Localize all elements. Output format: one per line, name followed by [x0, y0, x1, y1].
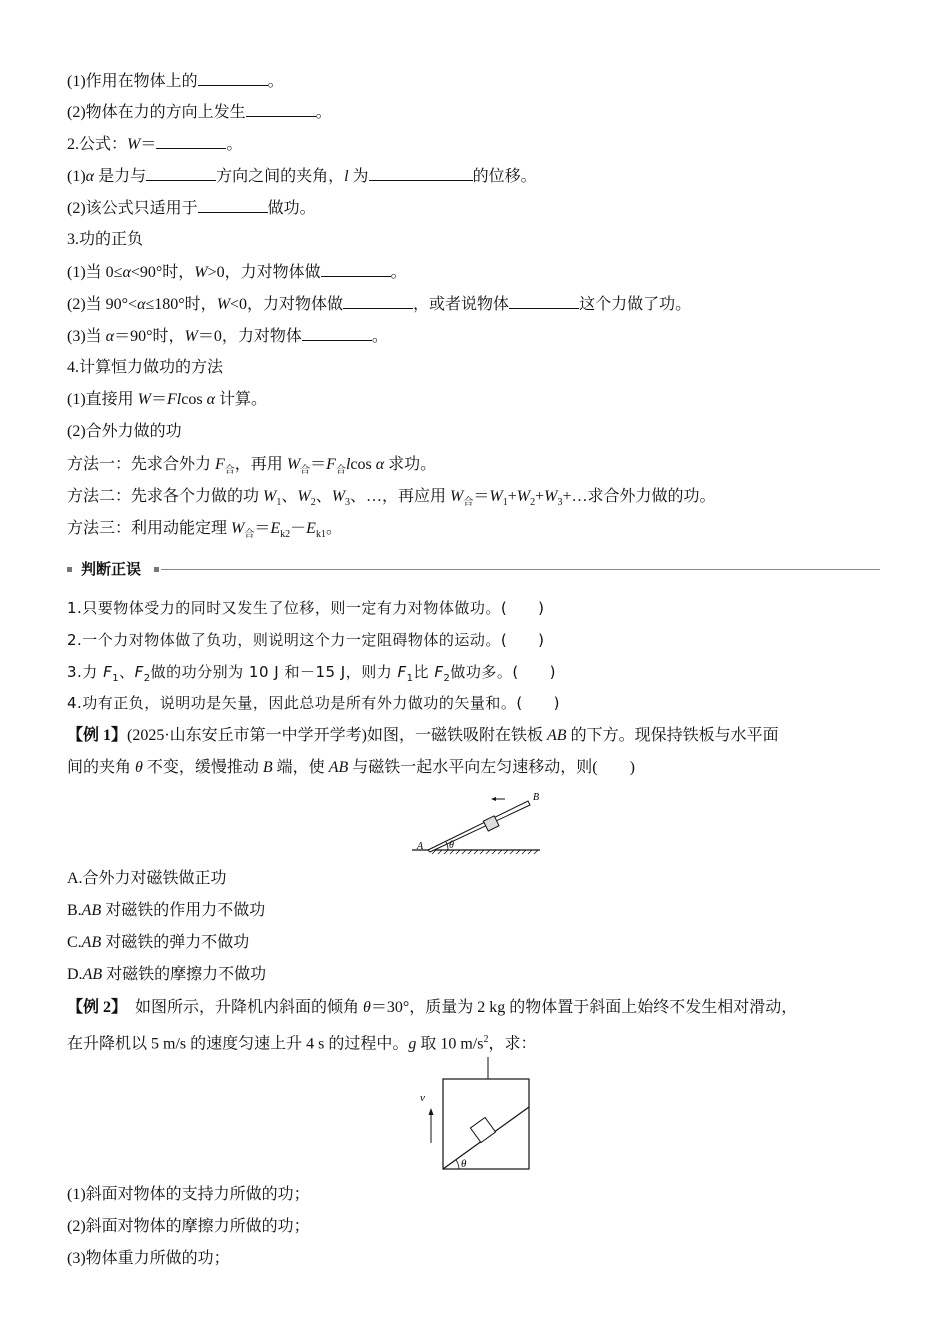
text: 。 [226, 136, 243, 153]
sign-line-3 [67, 326, 388, 347]
text: 。 [315, 104, 332, 121]
var: Fl [167, 391, 182, 408]
subscript: 2 [530, 497, 536, 509]
text: (1) [67, 168, 86, 185]
option-d [67, 965, 266, 985]
alpha-line [67, 166, 537, 187]
way-line-2 [67, 487, 715, 513]
text: 在升降机以 5 m/s 的速度匀速上升 4 s 的过程中。 [67, 1035, 409, 1053]
subscript: 1 [502, 497, 508, 509]
var: α [85, 168, 95, 185]
section-title: 判断正误 [81, 561, 142, 578]
question-1: (1)斜面对物体的支持力所做的功； [67, 1186, 310, 1203]
var: W [184, 328, 198, 345]
var: AB [82, 966, 103, 983]
text: ＝ [140, 136, 157, 153]
text: ＝30°，质量为 2 kg 的物体置于斜面上始终不发生相对滑动， [370, 999, 798, 1016]
blank [369, 166, 473, 181]
var: F [326, 456, 336, 473]
var: l [345, 456, 351, 473]
blank [156, 134, 226, 149]
text: 求功。 [384, 456, 437, 473]
text: + [507, 488, 517, 505]
var: θ [363, 999, 371, 1016]
text: <0，力对物体做 [230, 296, 344, 313]
text: D. [67, 966, 83, 983]
option-c [67, 933, 249, 953]
arrow-head-icon [491, 797, 496, 801]
text: 、 [119, 663, 135, 681]
subscript: 合 [300, 465, 311, 477]
example-tag: 【例 1】 [67, 727, 128, 744]
sign-line-2 [67, 294, 691, 315]
subscript: 1 [276, 497, 282, 509]
text: <90°时， [130, 264, 195, 281]
text: 的位移。 [472, 168, 537, 185]
var: W [216, 296, 231, 313]
elevator-figure [413, 1055, 538, 1175]
blank [198, 198, 268, 213]
text-line [67, 71, 284, 92]
example-2-line-2 [67, 1030, 537, 1054]
text: 取 10 m/s [416, 1035, 484, 1053]
var: F [103, 663, 113, 681]
text: 对磁铁的弹力不做功 [101, 934, 250, 951]
var: W [231, 520, 245, 537]
text: 方法三：利用动能定理 [67, 520, 232, 537]
text: 3.力 [67, 663, 104, 681]
text: 对磁铁的摩擦力不做功 [102, 966, 267, 983]
text-line [67, 102, 332, 123]
text: 的下方。现保持铁板与水平面 [566, 727, 779, 744]
method-line-1 [67, 390, 267, 410]
var: α [375, 456, 385, 473]
var: W [286, 456, 301, 473]
formula-line [67, 134, 242, 155]
var: W [297, 488, 311, 505]
text: ＝0，力对物体 [197, 328, 302, 345]
var: θ [135, 759, 143, 776]
var: W [137, 391, 151, 408]
var: W [489, 488, 503, 505]
var: g [408, 1035, 417, 1053]
text: ＝ [473, 488, 490, 505]
text: ≤180°时， [145, 296, 217, 313]
text: 2.公式： [67, 136, 128, 153]
text: 、…，再应用 [350, 488, 451, 505]
text: (1)当 0≤ [67, 264, 123, 281]
question-3: (3)物体重力所做的功； [67, 1250, 230, 1267]
var: α [105, 328, 115, 345]
blank [246, 102, 316, 117]
var: α [122, 264, 131, 281]
heading: 4.计算恒力做功的方法 [67, 359, 224, 376]
text: 不变，缓慢推动 [142, 759, 263, 776]
blank [146, 166, 216, 181]
text: 这个力做了功。 [579, 296, 692, 313]
blank [343, 294, 413, 309]
label-v: v [420, 1092, 425, 1104]
var: E [306, 520, 316, 537]
var: AB [81, 934, 102, 951]
var: F [397, 663, 407, 681]
text: A.合外力对磁铁做正功 [67, 870, 227, 887]
text: － [290, 520, 307, 537]
blank [321, 262, 391, 277]
text: (2025·山东安丘市第一中学开学考)如图，一磁铁吸附在铁板 [127, 727, 548, 744]
text: 做功。 [267, 200, 316, 217]
block [470, 1117, 495, 1142]
subscript: 3 [557, 497, 563, 509]
option-b [67, 901, 265, 921]
text: ＝ [310, 456, 327, 473]
text: cos [181, 391, 207, 408]
text: 做的功分别为 10 J 和－15 J，则力 [150, 663, 398, 681]
var: l [344, 168, 349, 185]
square-icon [154, 567, 159, 572]
var: W [263, 488, 277, 505]
subscript: 合 [463, 497, 474, 509]
text: 方向之间的夹角， [216, 168, 345, 185]
text: 端，使 [272, 759, 329, 776]
option-a [67, 869, 227, 889]
incline-magnet-figure [410, 788, 545, 858]
text: 方法一：先求合外力 [67, 456, 216, 473]
var: F [434, 663, 444, 681]
var: α [137, 296, 146, 313]
var: AB [547, 727, 567, 744]
text: 间的夹角 [67, 759, 136, 776]
text: 计算。 [214, 391, 267, 408]
text: (2)该公式只适用于 [67, 200, 198, 217]
section-header [67, 560, 880, 580]
divider [161, 569, 880, 570]
text: ＝90°时， [114, 328, 185, 345]
label-theta: θ [461, 1158, 467, 1170]
var: W [450, 488, 464, 505]
subscript: 2 [310, 497, 316, 509]
example-2-line-1 [67, 998, 797, 1018]
way-line-3 [67, 519, 342, 545]
text: +…求合外力做的功。 [562, 488, 716, 505]
text: C. [67, 934, 82, 951]
iron-plate [428, 801, 530, 852]
text: 对磁铁的作用力不做功 [101, 902, 266, 919]
text: (1)直接用 [67, 391, 138, 408]
var: B [262, 759, 273, 776]
text: ＝ [254, 520, 271, 537]
var: AB [328, 759, 349, 776]
text: 、 [315, 488, 332, 505]
subscript: 3 [345, 497, 351, 509]
var: W [127, 136, 141, 153]
arrow-head-icon [429, 1108, 434, 1115]
judge-item [67, 662, 556, 689]
text: >0，力对物体做 [207, 264, 321, 281]
text: (1)作用在物体上的 [67, 73, 198, 90]
subscript: 合 [335, 465, 346, 477]
method-line-2: (2)合外力做的功 [67, 423, 182, 440]
subscript: 1 [112, 673, 120, 684]
text: 。 [390, 264, 407, 281]
text: 如图所示，升降机内斜面的倾角 [119, 999, 364, 1016]
var: W [331, 488, 346, 505]
heading: 3.功的正负 [67, 231, 144, 248]
text: 做功多。( ) [450, 663, 557, 681]
var: W [544, 488, 558, 505]
text: (2)当 90°< [67, 296, 138, 313]
example-1-line-1 [67, 726, 779, 746]
subscript: 2 [143, 673, 151, 684]
superscript: 2 [483, 1034, 489, 1045]
text: B. [67, 902, 82, 919]
text: (3)当 [67, 328, 106, 345]
example-tag: 【例 2】 [67, 999, 120, 1016]
var: AB [81, 902, 102, 919]
text: 与磁铁一起水平向左匀速移动，则( ) [348, 759, 635, 776]
text: ＝ [151, 391, 168, 408]
label-b: B [533, 792, 540, 803]
text: ，或者说物体 [413, 296, 510, 313]
text: 。 [325, 520, 342, 537]
sign-line-1 [67, 262, 407, 283]
text: cos [350, 456, 376, 473]
subscript: 2 [443, 673, 451, 684]
text: ，求： [488, 1035, 537, 1053]
text: 、 [281, 488, 298, 505]
var: F [215, 456, 225, 473]
subscript: k1 [315, 529, 326, 541]
text: (2)物体在力的方向上发生 [67, 104, 246, 121]
var: F [134, 663, 144, 681]
text: 。 [267, 73, 284, 90]
var: E [270, 520, 281, 537]
label-a: A [417, 841, 424, 852]
question-2: (2)斜面对物体的摩擦力所做的功； [67, 1218, 310, 1235]
var: W [516, 488, 531, 505]
judge-item: 1.只要物体受力的同时又发生了位移，则一定有力对物体做功。( ) [67, 599, 545, 617]
text: 方法二：先求各个力做的功 [67, 488, 264, 505]
example-1-line-2 [67, 758, 635, 778]
blank [302, 326, 372, 341]
text: 比 [413, 663, 435, 681]
judge-item: 4.功有正负，说明功是矢量，因此总功是所有外力做功的矢量和。( ) [67, 694, 561, 712]
subscript: 合 [224, 465, 235, 477]
blank [509, 294, 579, 309]
subscript: 合 [244, 529, 255, 541]
angle-arc [456, 1160, 459, 1169]
var: α [206, 391, 215, 408]
text: 是力与 [94, 168, 147, 185]
judge-item: 2.一个力对物体做了负功，则说明这个力一定阻碍物体的运动。( ) [67, 631, 545, 649]
blank [198, 71, 268, 86]
square-icon [67, 567, 72, 572]
text: ，再用 [234, 456, 287, 473]
var: W [194, 264, 208, 281]
label-theta: θ [449, 840, 454, 851]
text: 。 [371, 328, 388, 345]
text: 为 [348, 168, 369, 185]
text: + [535, 488, 545, 505]
subscript: 1 [406, 673, 414, 684]
scope-line [67, 198, 316, 219]
way-line-1 [67, 455, 436, 481]
subscript: k2 [280, 529, 291, 541]
